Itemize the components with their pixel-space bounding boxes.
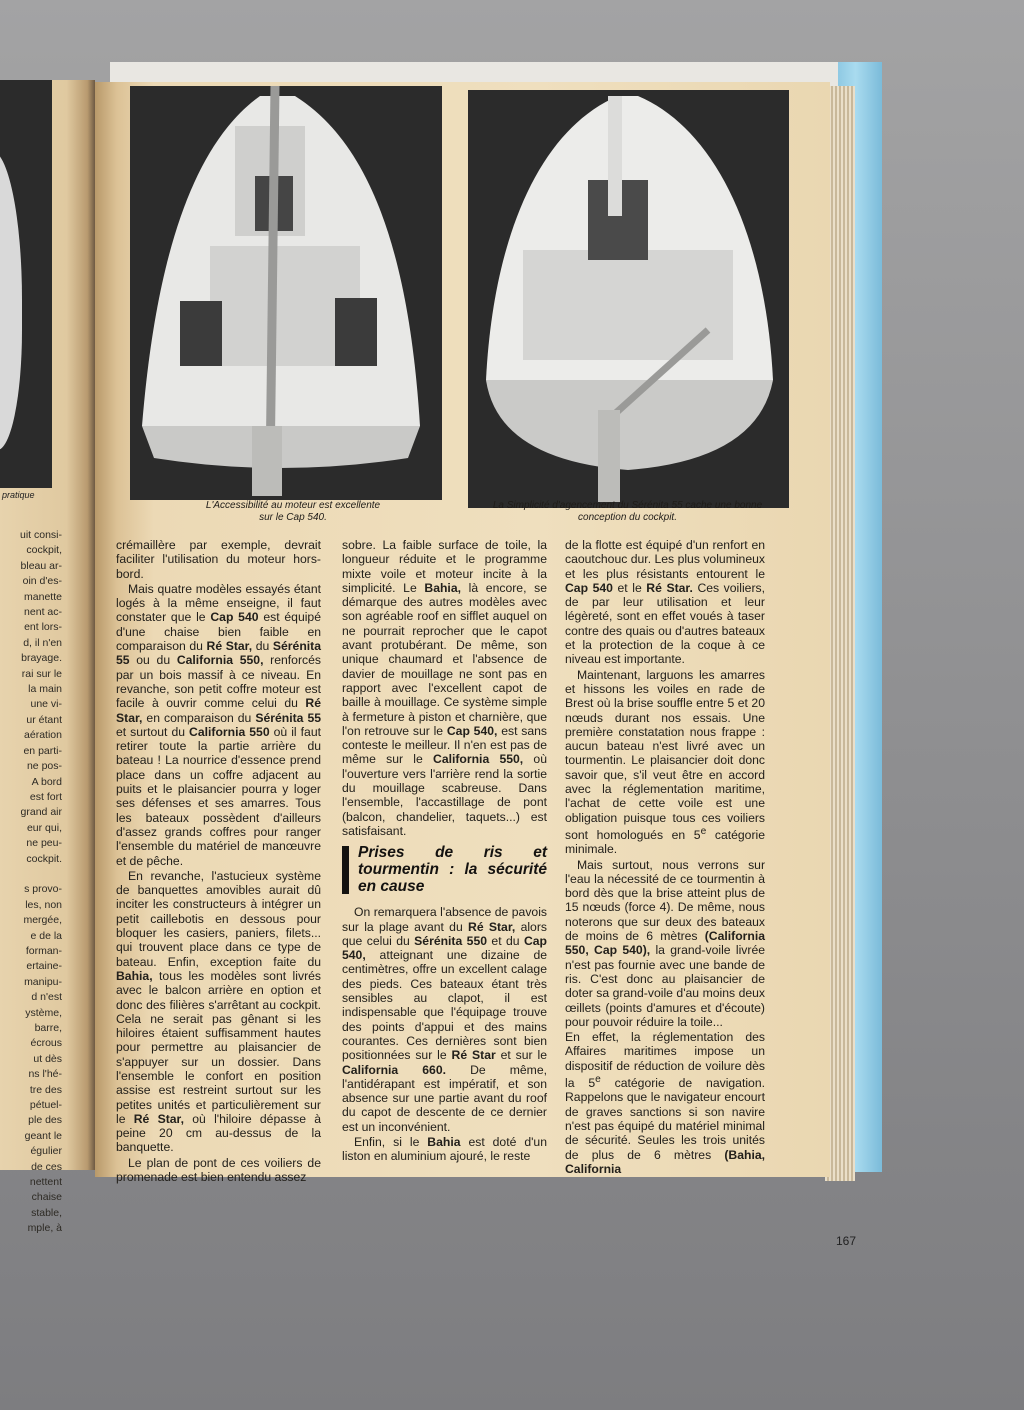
left-page-text-line: tre des [29,1083,62,1096]
left-page-text-line: les, non [25,898,62,911]
left-page-text-line: de ces [31,1160,62,1173]
serenita-55-caption-line-1: La Simplicité d'agencement du Sérénita 55 cache une bonne [492,500,763,511]
paragraph: On remarquera l'absence de pavois sur la plage avant du Ré Star, alors que celui du Sérénita 550 et du Cap 540, atteignant une dizaine de centimètres, offre un excellent calage des pieds. Ces bateaux étant très sensibles au clapot, il est indispensable que l'équipage trouve des points d'appui et des mains courantes. Ces dernières sont bien positionnées sur le Ré Star et sur le California 660. De même, l'antidérapant est impératif, et son absence sur une partie avant du roof du capot de descente de ce dernier est un inconvénient. [342,905,547,1134]
paragraph: En effet, la réglementation des Affaires maritimes impose un dispositif de réduction de voilure dès la 5e catégorie de navigation. Rappelons que le navigateur encourt de graves sanctions si son navire n'est pas équipé du matériel minimal de sécurité. Seules les trois unités de plus de 6 mètres (Bahia, California [565,1030,765,1176]
left-page-text-line: ut dès [33,1052,62,1065]
article-column-2-bottom [342,905,547,1163]
left-page-text-line: écrous [30,1037,62,1050]
article-column-1 [116,538,321,1184]
paragraph: de la flotte est équipé d'un renfort en caoutchouc dur. Les plus volumineux et les plus résistants entourent le Cap 540 et le Ré Star. Ces voiliers, de par leur utilisation et leur légèreté, sont en effet voués à taser contre des quais ou d'autres bateaux et la protection de la coque à ce niveau est importante. [565,538,765,667]
paragraph: Enfin, si le Bahia est doté d'un liston en aluminium ajouré, le reste [342,1134,547,1164]
left-page-text-line: geant le [24,1129,62,1142]
left-page-text-line: forman- [25,944,62,957]
left-page-caption: pratique [2,490,35,500]
left-page-text-line: cockpit, [26,544,62,557]
serenita-55-caption [455,500,800,524]
left-page-text-line: chaise [31,1191,62,1204]
page-number: 167 [836,1234,857,1248]
paragraph: Mais quatre modèles essayés étant logés à la même enseigne, il faut constater que le Cap 540 est équipé d'une chaise bien faible en comparaison du Ré Star, du Sérénita 55 ou du California 550, renforcés par un bois massif à ce niveau. En revanche, son petit coffre moteur est facile à ouvrir comme celui du Ré Star, en comparaison du Sérénita 55 et surtout du California 550 où il faut retirer toute la partie arrière du bateau ! La nourrice d'essence prend place dans un coffre adjacent au puits et le plaisancier pourra y loger ses défenses et ses amarres. Tous les bateaux possèdent d'ailleurs d'assez grands coffres pour ranger l'ensemble du matériel de manœuvre et de pêche. [116,581,322,868]
left-page-text-line: cockpit. [26,852,62,865]
left-page-text-line: manette [24,590,62,603]
left-page-text-line: pétuel- [29,1099,62,1112]
left-page-text-line: brayage. [21,652,62,665]
left-page-text-line: aération [24,729,62,742]
right-page [95,82,857,1248]
article-column-3 [565,538,765,1176]
left-page-text-line: A bord [31,775,62,788]
cap-540-caption [143,500,443,524]
left-page-text-line: e de la [30,929,62,942]
left-page-text-line: nettent [29,1176,62,1189]
left-page-photo [0,80,52,488]
left-page-text-line: d, il n'en [23,636,62,649]
left-page-text-line: s provo- [24,883,62,896]
left-page-text [0,528,62,1237]
left-page-text-line: une vi- [30,698,62,711]
left-page-text-line: est fort [29,790,62,803]
left-page-text-line: en parti- [23,744,62,757]
left-page-text-line: stable, [31,1206,62,1219]
left-page-text-line: manipu- [24,975,62,988]
paragraph: sobre. La faible surface de toile, la longueur réduite et le programme mixte voile et moteur incite à la simplicité. Le Bahia, là encore, se démarque des autres modèles avec son agréable roof en sifflet auquel on ne pourrait reprocher que le capot avant protubérant. De même, son unique chaumard et l'absence de davier de mouillage ne sont pas en rapport avec l'excellent capot de baille à mouillage. Ce système simple à fermeture à piston et charnière, que l'on retrouve sur le Cap 540, est sans conteste le meilleur. Il n'en est pas de même sur le California 550, où l'ouverture vers l'arrière rend la sortie du mouillage scabreuse. Dans l'ensemble, l'accastillage de pont (balcon, chandelier, taquets...) est satisfaisant. [342,538,548,838]
cap-540-photo [130,86,442,500]
left-page-text-line: nent ac- [24,606,62,619]
left-page-text-line: uit consi- [19,529,62,541]
left-page-text-line: ystème, [25,1006,62,1019]
left-page-text-line: rai sur le [21,667,62,680]
left-page-text-line: ent lors- [24,621,62,634]
paragraph: Le plan de pont de ces voiliers de promenade est bien entendu assez [116,1155,321,1185]
left-page-text-line: barre, [34,1022,62,1034]
left-page-text-line: ur étant [26,713,62,726]
article-column-2-top [342,538,547,838]
left-page-text-line: la main [28,683,62,696]
left-page-text-line: ns l'hé- [28,1068,62,1081]
left-page-text-line: eur qui, [26,821,62,834]
left-page-text-line: mergée, [23,914,62,927]
left-page [0,80,95,1235]
left-page-text-line: ne peu- [26,837,62,850]
section-heading: Prises de ris et tourmentin : la sécurité en cause [342,844,547,895]
left-page-text-line: ne pos- [26,760,62,773]
left-page-text-line: mple, à [27,1222,62,1235]
left-page-text-line: grand air [20,806,62,819]
article-column-2 [342,538,547,1164]
left-page-text-line: d n'est [31,991,62,1004]
cap-540-caption-line-2: sur le Cap 540. [259,512,327,523]
paragraph: En revanche, l'astucieux système de banquettes amovibles aurait dû inciter les constructeurs à intégrer un petit caillebotis en dessous pour bloquer les casiers, paniers, filets... qui trouvent place dans ce type de bateau. Enfin, exception faite du Bahia, tous les modèles sont livrés avec le balcon arrière en option et donc des filières s'arrêtant au cockpit. Cela ne serait pas gênant si les hiloires étaient suffisamment hautes pour permettre au plaisancier de s'appuyer sur un dossier. Dans l'ensemble le confort en position assise est restreint surtout sur les petites unités et particulièrement sur le Ré Star, où l'hiloire dépasse à peine 20 cm au-dessus de la banquette. [116,868,322,1155]
cap-540-caption-line-1: L'Accessibilité au moteur est excellente [205,500,381,511]
left-page-text-line [0,867,62,882]
left-page-text-line: ertaine- [26,960,62,973]
left-page-text-line: bleau ar- [20,559,62,572]
left-page-text-line: ple des [28,1114,62,1127]
paragraph: crémaillère par exemple, devrait faciliter l'utilisation du moteur hors-bord. [116,538,321,581]
serenita-55-caption-line-2: conception du cockpit. [578,512,677,523]
paragraph: Mais surtout, nous verrons sur l'eau la nécessité de ce tourmentin à bord dès que la brise atteint plus de 15 nœuds (force 4). De même, nous noterons que sur deux des bateaux de moins de 6 mètres (California 550, Cap 540), la grand-voile livrée n'est pas fournie avec une bande de ris. C'est donc au plaisancier de doter sa grand-voile d'au moins deux œillets (points d'amures et d'écoute) pour pouvoir réduire la toile... [565,857,765,1029]
left-page-text-line: égulier [30,1145,62,1158]
paragraph: Maintenant, larguons les amarres et hissons les voiles en rade de Brest où la brise souffle entre 5 et 20 nœuds durant nos essais. Une première constatation nous frappe : aucun bateau n'est livré avec un tourmentin. Le plaisancier doit donc savoir que, s'il veut être en accord avec la réglementation maritime, l'achat de cette voile est une obligation puisque tous ces voiliers sont homologués en 5e catégorie minimale. [565,667,765,857]
left-page-text-line: oin d'es- [22,575,62,588]
serenita-55-photo [468,90,789,508]
